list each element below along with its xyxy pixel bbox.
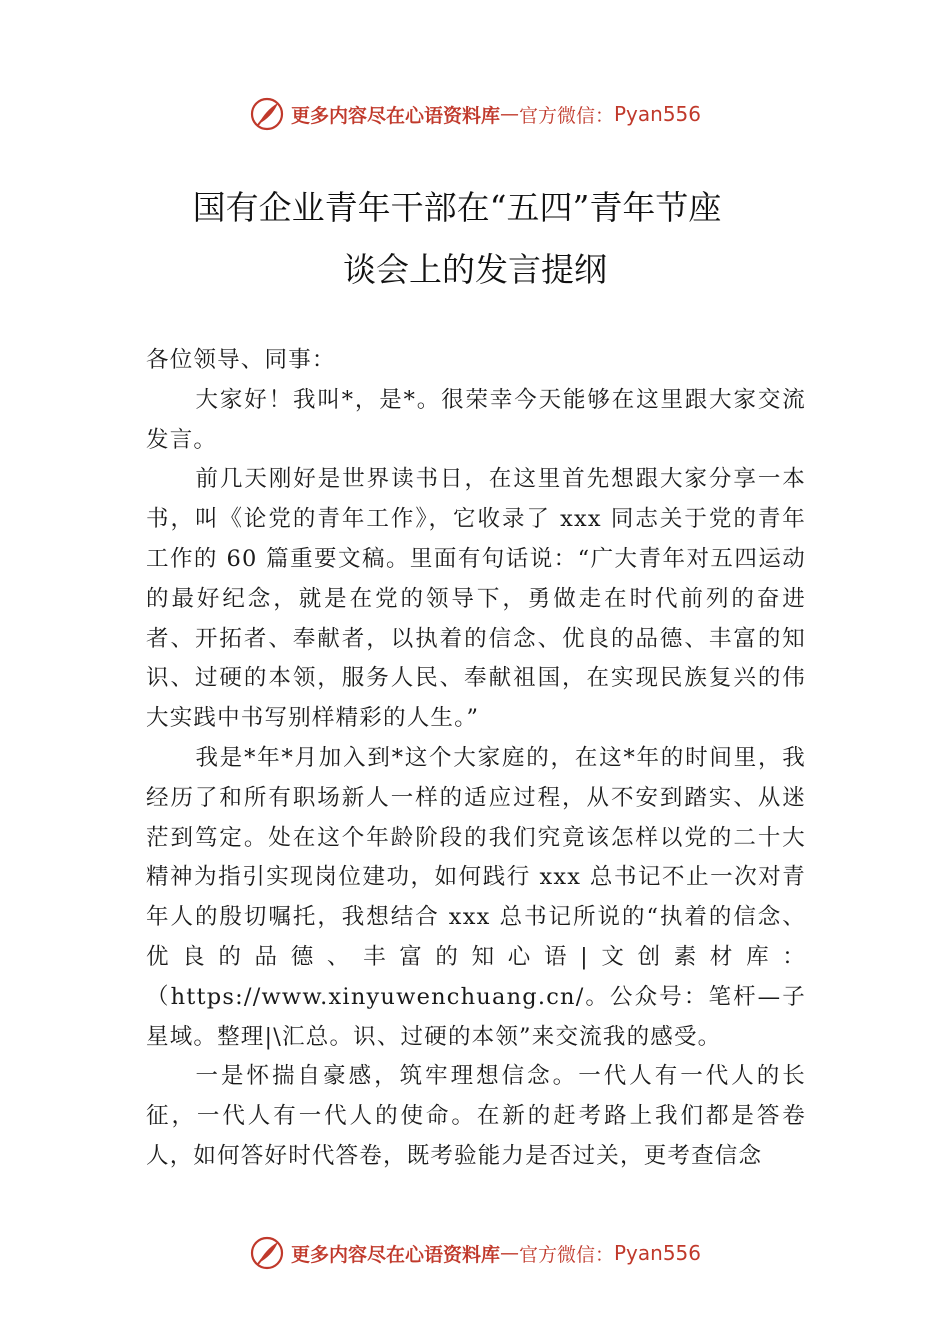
watermark-brand: 更多内容尽在心语资料库 (290, 104, 500, 127)
paragraph: 前几天刚好是世界读书日，在这里首先想跟大家分享一本书，叫《论党的青年工作》，它收录了 xxx 同志关于党的青年工作的 60 篇重要文稿。里面有句话说：“广大青年对五四运动的最好纪念，就是在党的领导下，勇做走在时代前列的奋进者、开拓者、奉献者，以执着的信念、优良的品德、丰富的知识、过硬的本领，服务人民、奉献祖国，在实现民族复兴的伟大实践中书写别样精彩的人生。” (146, 466, 806, 732)
quill-pen-icon (249, 1235, 285, 1271)
watermark-wechat-label: 官方微信： (518, 104, 614, 127)
watermark-separator: — (499, 1242, 519, 1264)
quill-pen-icon (249, 96, 285, 132)
greeting: 各位领导、同事： (146, 347, 336, 373)
watermark-brand: 更多内容尽在心语资料库 (290, 1243, 500, 1266)
watermark-banner-bottom (0, 1231, 950, 1275)
paragraph: 一是怀揣自豪感，筑牢理想信念。一代人有一代人的长征，一代人有一代人的使命。在新的赶考路上我们都是答卷人，如何答好时代答卷，既考验能力是否过关，更考查信念 (146, 1063, 806, 1169)
paragraph: 我是*年*月加入到*这个大家庭的，在这*年的时间里，我经历了和所有职场新人一样的适应过程，从不安到踏实、从迷茫到笃定。处在这个年龄阶段的我们究竟该怎样以党的二十大精神为指引实现岗位建功，如何践行 xxx 总书记不止一次对青年人的殷切嘱托，我想结合 xxx 总书记所说的“执着的信念、优良的品德、丰富的知心语|文创素材库：（https://www.xinyuwenchuang.cn/。公众号：笔杆—子星域。整理|\汇总。识、过硬的本领”来交流我的感受。 (146, 744, 806, 1050)
paragraph: 大家好！我叫*，是*。很荣幸今天能够在这里跟大家交流发言。 (146, 386, 806, 453)
document-title-line-1: 国有企业青年干部在“五四”青年节座 (192, 188, 722, 227)
watermark-wechat-label: 官方微信： (518, 1243, 614, 1266)
document-title-line-2: 谈会上的发言提纲 (343, 250, 607, 289)
watermark-separator: — (499, 103, 519, 125)
watermark-banner-top (0, 92, 950, 136)
document-body (146, 341, 806, 1177)
watermark-wechat-id: Pyan556 (614, 1241, 702, 1265)
watermark-wechat-id: Pyan556 (614, 102, 702, 126)
